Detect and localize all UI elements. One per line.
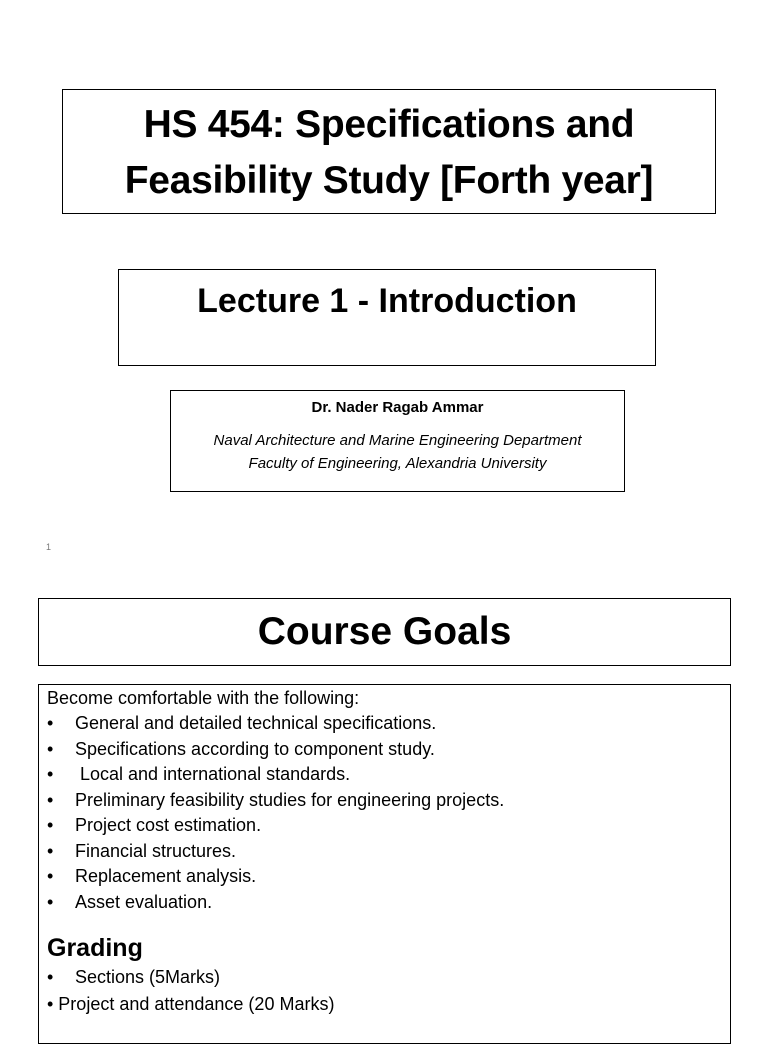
goal-text: Financial structures. xyxy=(75,840,237,861)
course-goals-header xyxy=(38,598,731,666)
list-item xyxy=(47,839,730,865)
goal-text: General and detailed technical specifications. xyxy=(75,713,437,733)
slide-number: 1 xyxy=(46,542,52,552)
list-item xyxy=(47,890,730,916)
list-item xyxy=(47,762,730,788)
goal-text: Local and international standards. xyxy=(75,764,351,784)
author-box xyxy=(170,390,625,492)
grading-title: Grading xyxy=(47,934,143,962)
goal-text: Specifications according to component study. xyxy=(75,738,435,759)
lecture-box xyxy=(118,269,656,366)
goal-text: Project cost estimation. xyxy=(75,815,262,835)
goal-text: Asset evaluation. xyxy=(75,891,213,912)
goals-intro: Become comfortable with the following: xyxy=(47,688,360,708)
course-title-line-2: Feasibility Study [Forth year] xyxy=(124,159,654,202)
grading-text: Sections (5Marks) xyxy=(75,967,221,987)
bullet-icon: • xyxy=(47,840,54,861)
author-name: Dr. Nader Ragab Ammar xyxy=(311,399,484,416)
bullet-icon: • xyxy=(47,713,54,733)
list-item xyxy=(47,965,730,991)
course-goals-title: Course Goals xyxy=(257,610,512,653)
list-item xyxy=(47,737,730,763)
goals-list xyxy=(47,711,730,915)
bullet-icon: • xyxy=(47,815,54,835)
course-goals-body xyxy=(38,684,731,1044)
list-item xyxy=(47,864,730,890)
grading-item-project: • Project and attendance (20 Marks) xyxy=(47,993,335,1014)
goal-text: Replacement analysis. xyxy=(75,866,257,886)
bullet-icon: • xyxy=(47,738,54,759)
bullet-icon: • xyxy=(47,967,54,987)
grading-list xyxy=(47,965,730,991)
faculty-name: Faculty of Engineering, Alexandria University xyxy=(248,455,547,472)
department-name: Naval Architecture and Marine Engineering Department xyxy=(213,432,582,449)
bullet-icon: • xyxy=(47,789,54,810)
goal-text: Preliminary feasibility studies for engineering projects. xyxy=(75,789,505,810)
course-title-line-1: HS 454: Specifications and xyxy=(143,103,635,146)
bullet-icon: • xyxy=(47,866,54,886)
list-item xyxy=(47,788,730,814)
list-item xyxy=(47,711,730,737)
lecture-title: Lecture 1 - Introduction xyxy=(197,282,577,320)
bullet-icon: • xyxy=(47,764,54,784)
bullet-icon: • xyxy=(47,891,54,912)
title-box xyxy=(62,89,716,214)
list-item xyxy=(47,813,730,839)
